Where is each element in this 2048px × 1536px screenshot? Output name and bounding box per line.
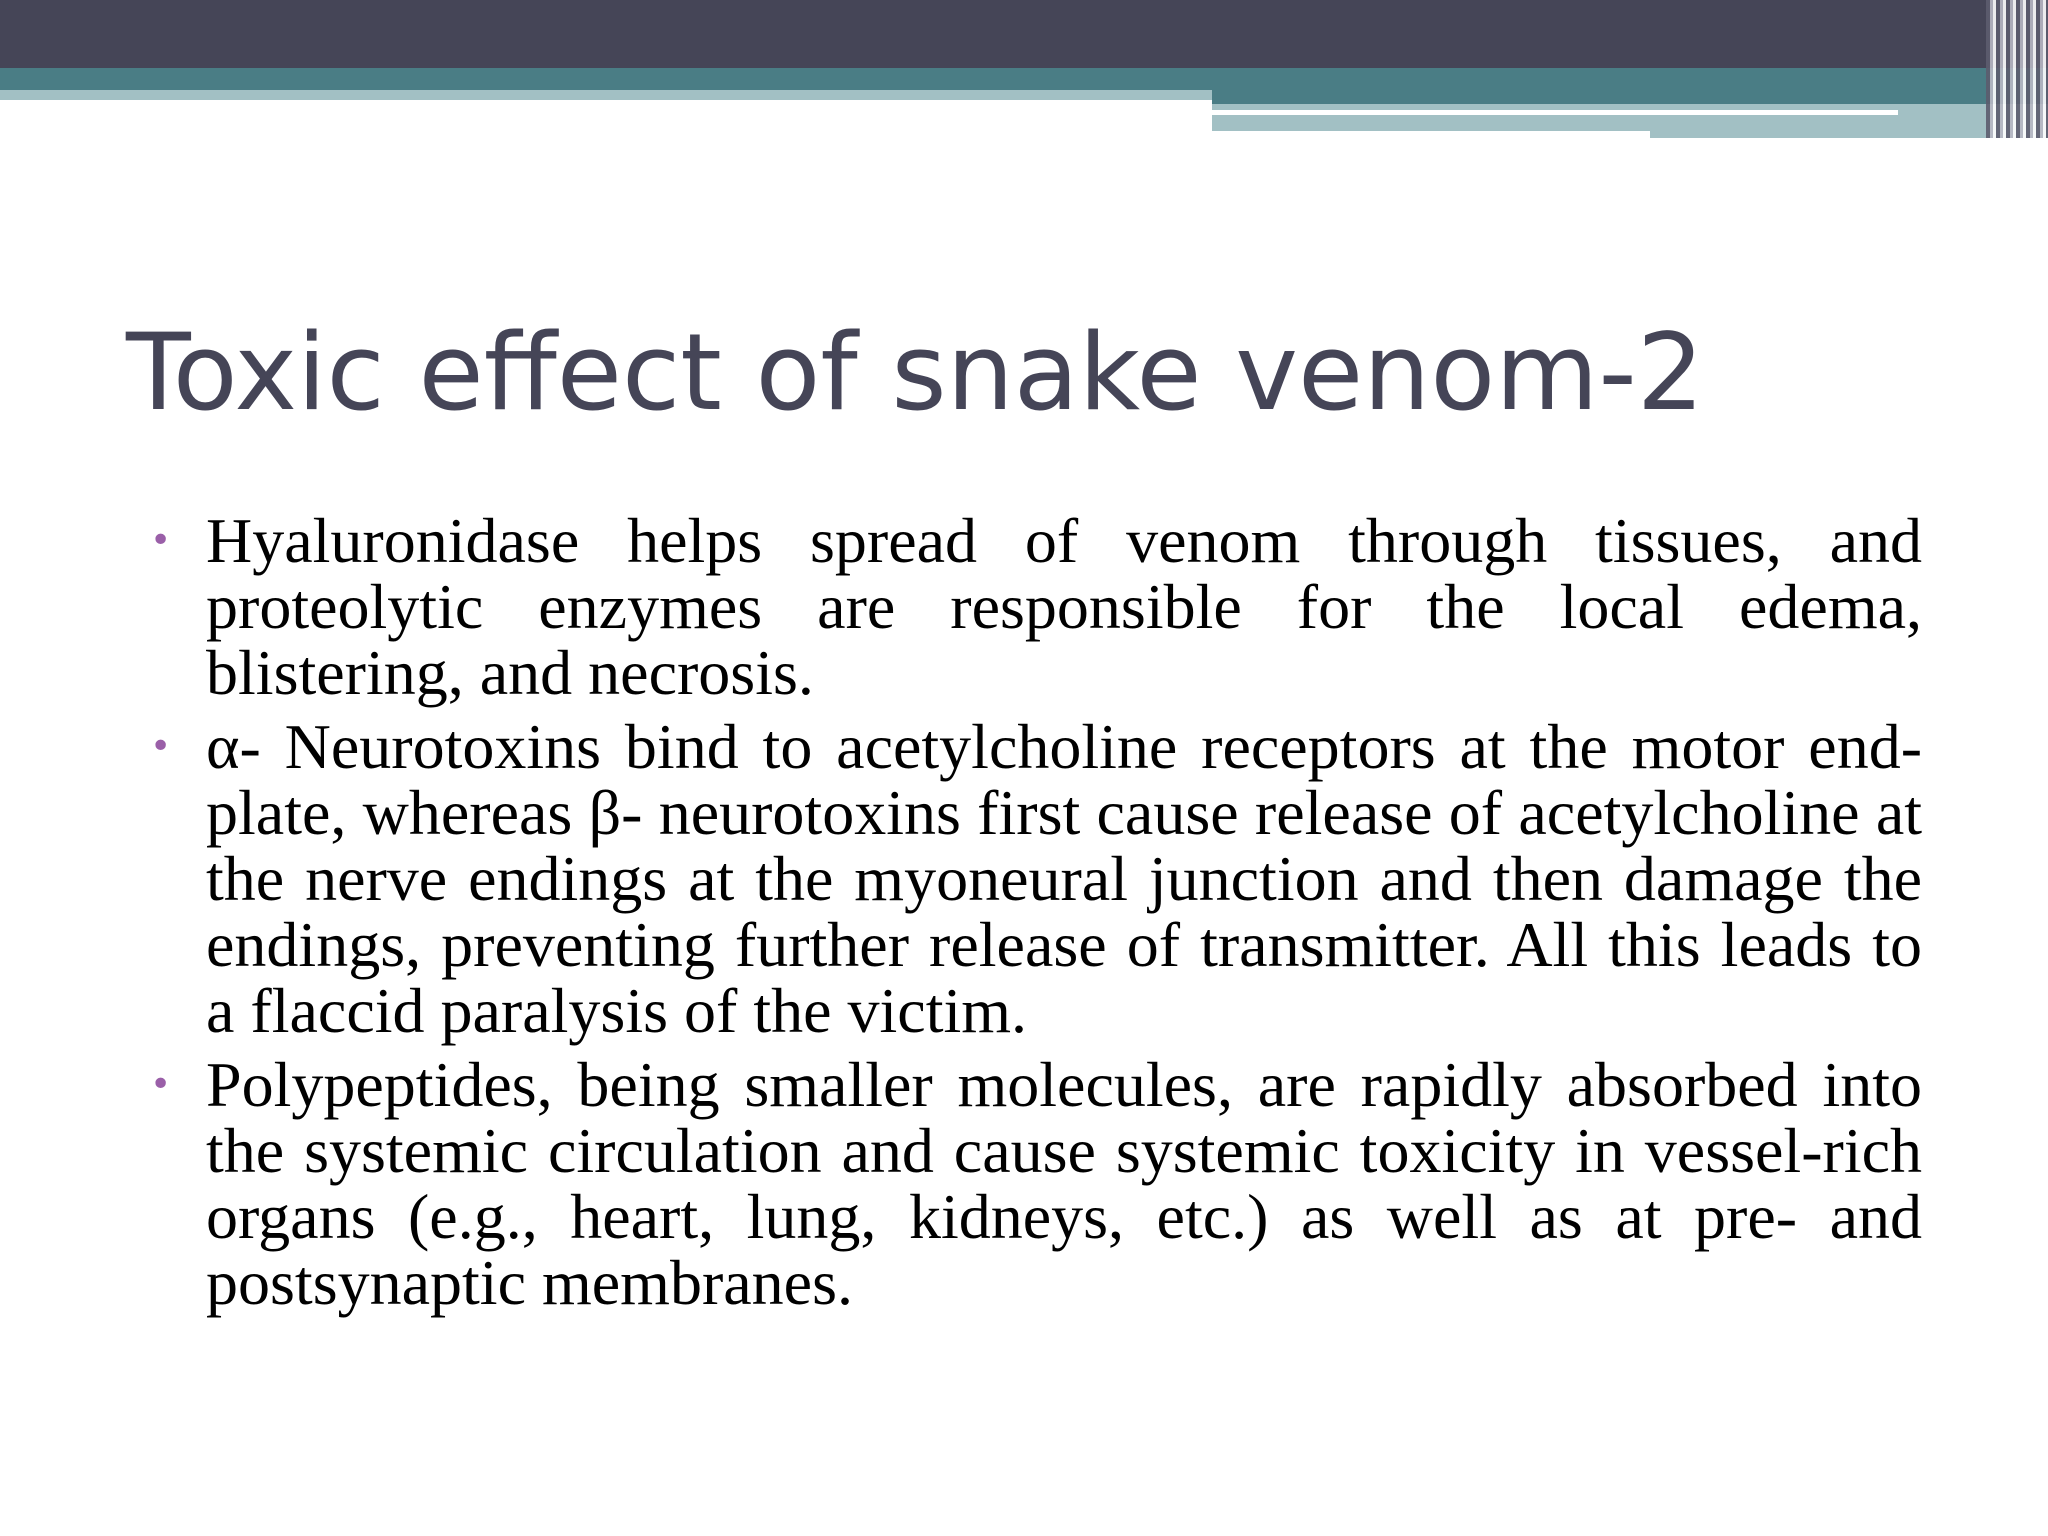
bullet-item [150, 505, 1922, 708]
corner-stripes [1986, 0, 2048, 138]
bullet-item [150, 1049, 1922, 1318]
header-rule-bottom [1212, 131, 1650, 138]
header-band-light [0, 90, 1212, 100]
bullet-list [150, 505, 1922, 1324]
bullet-item [150, 711, 1922, 1046]
header-rule-top [1212, 110, 1898, 115]
header-band-teal [0, 68, 2048, 90]
header-band-dark [0, 0, 2048, 68]
bullet-text: Hyaluronidase helps spread of venom through tissues, and proteolytic enzymes are responsible for the local edema, blistering, and necrosis. [206, 505, 1922, 708]
slide-title: Toxic effect of snake venom-2 [126, 311, 1705, 434]
bullet-text: α- Neurotoxins bind to acetylcholine receptors at the motor end-plate, whereas β- neurotoxins first cause release of acetylcholine at the nerve endings at the myoneural junction and then damage the endings, preventing further release of transmitter. All this leads to a flaccid paralysis of the victim. [206, 711, 1922, 1046]
bullet-marker: • [150, 1064, 172, 1105]
bullet-marker: • [150, 520, 172, 561]
bullet-text: Polypeptides, being smaller molecules, are rapidly absorbed into the systemic circulation and cause systemic toxicity in vessel-rich organs (e.g., heart, lung, kidneys, etc.) as well as at pre- and postsynaptic membranes. [206, 1049, 1922, 1318]
bullet-marker: • [150, 726, 172, 767]
header-band-teal-right [1212, 90, 2048, 104]
